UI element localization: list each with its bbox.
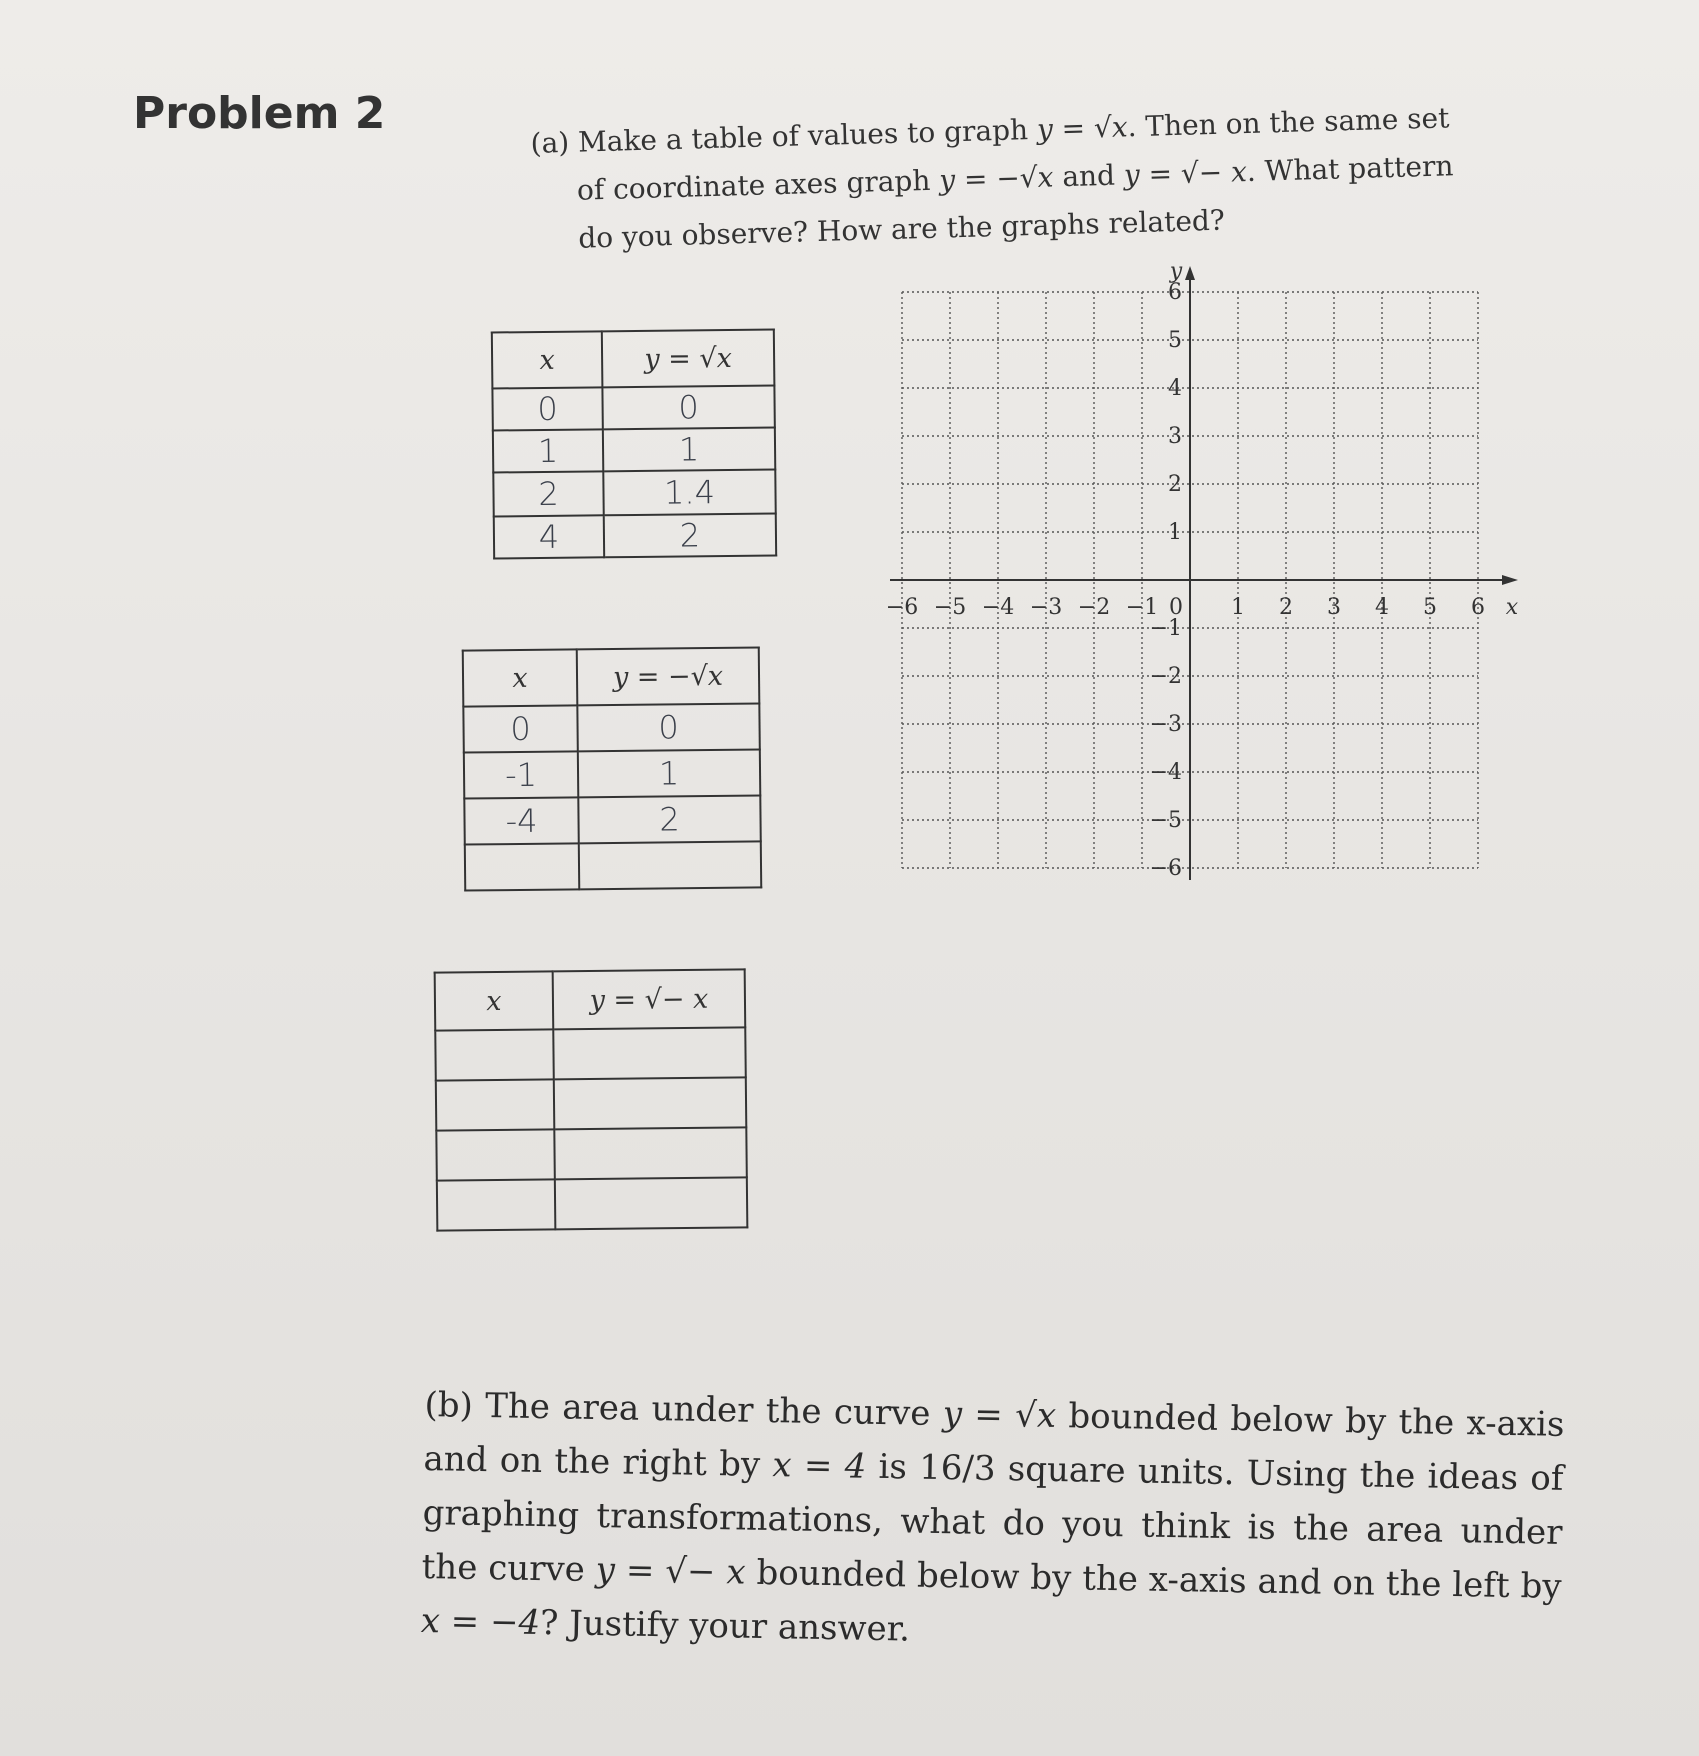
part-b-eq-3: y = √− x <box>595 1550 746 1593</box>
y-tick-label: 6 <box>1168 280 1182 305</box>
part-b-question <box>420 1378 1565 1668</box>
part-b-text-5: ? Justify your answer. <box>539 1603 911 1650</box>
part-a-eq-2: y = −√x <box>938 160 1054 197</box>
x-tick-label: 3 <box>1327 595 1341 620</box>
x-tick-label: −4 <box>981 595 1015 620</box>
table-3-cell[interactable] <box>436 1129 555 1180</box>
table-3-cell[interactable] <box>554 1127 747 1179</box>
table-3-cell[interactable] <box>555 1177 748 1229</box>
x-tick-label: 4 <box>1375 595 1389 620</box>
y-tick-label: 2 <box>1168 472 1182 497</box>
y-tick-label: −1 <box>1149 616 1182 641</box>
x-tick-label: 2 <box>1279 595 1293 620</box>
table-sqrt-neg-x <box>434 968 749 1231</box>
part-b-eq-4: x = −4 <box>420 1600 541 1644</box>
x-tick-label: −3 <box>1029 595 1063 620</box>
part-b-text-4: bounded below by the x-axis and on the left by <box>756 1552 1562 1607</box>
table-2-cell[interactable] <box>579 841 761 889</box>
x-tick-label: −5 <box>933 595 967 620</box>
part-b-eq-1: y = √x <box>942 1394 1057 1437</box>
x-tick-label: 1 <box>1231 595 1245 620</box>
coordinate-grid <box>860 260 1560 880</box>
part-a-label: (a) <box>530 125 570 160</box>
table-1-cell[interactable]: 1 <box>493 429 603 472</box>
table-3-header-x: x <box>435 971 554 1030</box>
x-tick-label: 5 <box>1423 595 1437 620</box>
part-b-text-3: is 16/3 square units. Using the ideas of graphing transformations, what do you think is the area under the curve <box>421 1446 1564 1590</box>
table-2-header-x: x <box>463 649 578 706</box>
table-2-cell[interactable]: 2 <box>578 795 760 843</box>
part-a-text-6: do you observe? How are the graphs related? <box>577 203 1226 255</box>
table-1-cell[interactable]: 1 <box>603 428 775 472</box>
table-1-cell[interactable]: 4 <box>494 515 604 558</box>
y-tick-label: −4 <box>1149 760 1182 785</box>
x-tick-label: 6 <box>1471 595 1485 620</box>
y-axis-label: y <box>1169 260 1183 284</box>
table-3-cell[interactable] <box>554 1077 747 1129</box>
table-2-cell[interactable]: -4 <box>464 797 578 844</box>
table-1-header-y: y = √x <box>602 330 775 388</box>
x-tick-label: 0 <box>1169 595 1183 620</box>
x-axis-arrow-icon <box>1502 575 1518 585</box>
table-3-cell[interactable] <box>437 1179 556 1230</box>
part-a-text-1: Make a table of values to graph <box>577 113 1029 159</box>
part-a-eq-3: y = √− x <box>1123 155 1248 192</box>
table-2-header-y: y = −√x <box>577 647 760 705</box>
x-tick-label: −6 <box>885 595 919 620</box>
part-a-text-5: . What pattern <box>1246 149 1454 188</box>
table-1-cell[interactable]: 0 <box>602 386 774 430</box>
table-3-cell[interactable] <box>553 1027 746 1079</box>
y-axis-arrow-icon <box>1185 266 1195 280</box>
y-tick-label: 5 <box>1168 328 1182 353</box>
part-b-text-2: bounded below by the x-axis and on the right by <box>423 1396 1565 1485</box>
table-sqrt-x <box>491 329 777 560</box>
x-tick-label: −1 <box>1125 595 1159 620</box>
part-b-eq-2: x = 4 <box>772 1445 867 1487</box>
part-a-text-2: . Then on the same set <box>1127 101 1450 144</box>
y-tick-label: 4 <box>1168 376 1182 401</box>
table-3-cell[interactable] <box>436 1079 555 1130</box>
y-tick-label: 1 <box>1168 520 1182 545</box>
table-neg-sqrt-x <box>462 646 763 891</box>
part-a-eq-1: y = √x <box>1036 110 1129 146</box>
table-1-header-x: x <box>492 331 603 388</box>
table-2-cell[interactable]: 0 <box>463 705 577 752</box>
y-tick-label: −3 <box>1149 712 1182 737</box>
table-3-header-y: y = √− x <box>553 969 746 1029</box>
table-1-cell[interactable]: 1.4 <box>603 470 775 516</box>
part-b-label: (b) <box>424 1384 474 1426</box>
y-tick-label: −5 <box>1149 808 1182 833</box>
y-tick-label: −2 <box>1149 664 1182 689</box>
table-2-cell[interactable] <box>465 843 579 890</box>
table-2-cell[interactable]: -1 <box>464 751 578 798</box>
x-tick-label: −2 <box>1077 595 1111 620</box>
table-3-cell[interactable] <box>435 1029 554 1080</box>
problem-title: Problem 2 <box>133 88 386 139</box>
part-a-question <box>530 92 1524 264</box>
part-b-text-1: The area under the curve <box>484 1386 931 1434</box>
part-a-text-4: and <box>1061 158 1116 194</box>
x-axis-label: x <box>1505 595 1519 620</box>
y-tick-label: 3 <box>1168 424 1182 449</box>
y-tick-label: −6 <box>1149 856 1182 880</box>
table-2-cell[interactable]: 0 <box>577 703 759 751</box>
table-2-cell[interactable]: 1 <box>578 749 760 797</box>
part-a-text-3: of coordinate axes graph <box>576 163 931 207</box>
table-1-cell[interactable]: 2 <box>493 471 603 516</box>
table-1-cell[interactable]: 2 <box>604 514 776 558</box>
table-1-cell[interactable]: 0 <box>492 387 602 430</box>
